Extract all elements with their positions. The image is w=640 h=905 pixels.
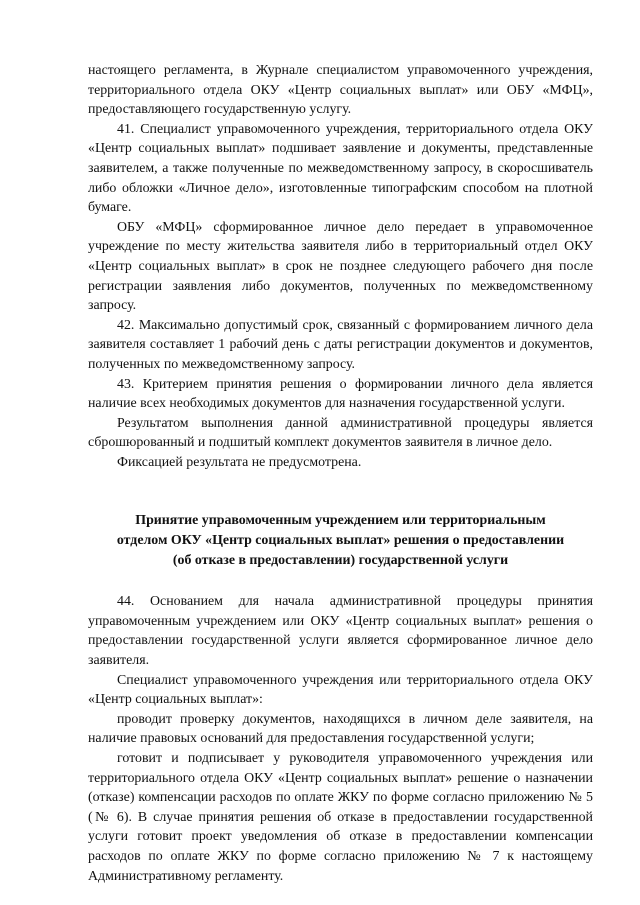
section-heading-line-1: Принятие управомоченным учреждением или территориальным bbox=[135, 513, 546, 529]
paragraph-43-result: Результатом выполнения данной административной процедуры является сброшюрованный и подшитый комплект документов заявителя в личное дело. bbox=[88, 415, 593, 451]
paragraph-43: 43. Критерием принятия решения о формировании личного дела является наличие всех необходимых документов для назначения государственной услуги. bbox=[88, 376, 593, 412]
paragraph-44-check: проводит проверку документов, находящихся в личном деле заявителя, на наличие правовых оснований для предоставления государственной услуги; bbox=[88, 711, 593, 747]
paragraph-44: 44. Основанием для начала административной процедуры принятия управомоченным учреждением или ОКУ «Центр социальных выплат» решения о предоставлении государственной услуги является сформированное личное дело заявителя. bbox=[88, 594, 593, 669]
section-heading-line-3: (об отказе в предоставлении) государственной услуги bbox=[172, 552, 509, 568]
paragraph-44-decision: готовит и подписывает у руководителя управомоченного учреждения или территориального отдела ОКУ «Центр социальных выплат» решение о назначении (отказе) компенсации расходов по оплате ЖКУ по форме согласно приложению № 5 (№ 6). В случае принятия решения об отказе в предоставлении государственной услуги готовит проект уведомления об отказе в предоставлении компенсации расходов по оплате ЖКУ по форме согласно приложению № 7 к настоящему Административному регламенту. bbox=[88, 751, 593, 884]
section-heading bbox=[88, 511, 593, 570]
document-page bbox=[88, 61, 593, 886]
paragraph-41-mfc: ОБУ «МФЦ» сформированное личное дело передает в управомоченное учреждение по месту жительства заявителя либо в территориальный отдел ОКУ «Центр социальных выплат» в срок не позднее следующего рабочего дня после регистрации заявления либо документов, полученных по межведомственному запросу. bbox=[88, 219, 593, 314]
paragraph-44-specialist: Специалист управомоченного учреждения или территориального отдела ОКУ «Центр социальных выплат»: bbox=[88, 672, 593, 708]
paragraph-43-fixation: Фиксацией результата не предусмотрена. bbox=[117, 454, 362, 470]
section-heading-line-2: отделом ОКУ «Центр социальных выплат» решения о предоставлении bbox=[116, 533, 565, 549]
paragraph-42: 42. Максимально допустимый срок, связанный с формированием личного дела заявителя составляет 1 рабочий день с даты регистрации документов и документов, полученных по межведомственному запросу. bbox=[88, 317, 593, 372]
paragraph-continuation: настоящего регламента, в Журнале специалистом управомоченного учреждения, территориального отдела ОКУ «Центр социальных выплат» или ОБУ «МФЦ», предоставляющего государственную услугу. bbox=[88, 63, 593, 118]
paragraph-41: 41. Специалист управомоченного учреждения, территориального отдела ОКУ «Центр социальных выплат» подшивает заявление и документы, представленные заявителем, а также полученные по межведомственному запросу, в скоросшиватель либо обложки «Личное дело», изготовленные типографским способом на плотной бумаге. bbox=[88, 121, 593, 216]
